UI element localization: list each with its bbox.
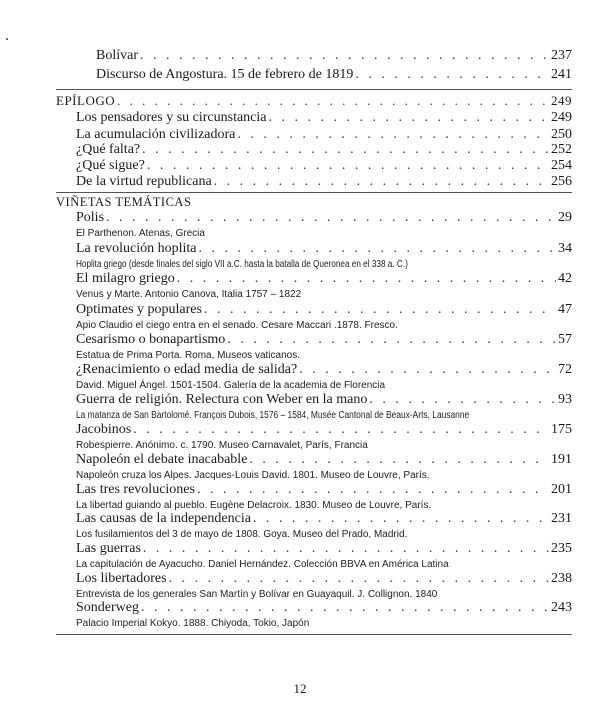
divider: [56, 634, 572, 635]
leader-dots: [249, 452, 549, 468]
toc-entry[interactable]: [76, 110, 572, 126]
toc-entry-bolivar[interactable]: [96, 48, 572, 64]
vineta-caption: David. Miguel Ángel. 1501-1504. Galería de la academia de Florencia: [76, 380, 386, 391]
leader-dots: [369, 392, 556, 408]
vineta-page: 57: [558, 332, 572, 347]
vineta-caption: Venus y Marte. Antonio Canova, Italia 1757 – 1822: [76, 289, 302, 300]
vineta-title: El milagro griego: [76, 271, 175, 286]
toc-entry-page: 256: [551, 174, 572, 189]
vineta-caption: La matanza de San Bartolomé. François Dubois, 1576 – 1584, Musée Cantonal de Beaux-Arts, Lausanne: [76, 410, 470, 421]
vineta-entry[interactable]: [76, 571, 572, 587]
vineta-caption: Apio Claudio el ciego entra en el senado. Cesare Maccari .1878. Fresco.: [76, 320, 398, 331]
vineta-entry[interactable]: [76, 302, 572, 318]
scan-mark: [6, 38, 8, 40]
toc-entry-label: Bolívar: [96, 48, 138, 63]
section-page: 249: [551, 93, 572, 108]
vineta-caption: Robespierre. Anónimo. c. 1790. Museo Carnavalet, París, Francia: [76, 440, 368, 451]
vineta-page: 34: [558, 241, 572, 256]
vineta-caption: Los fusilamientos del 3 de mayo de 1808. Goya. Museo del Prado, Madrid.: [76, 529, 408, 540]
vineta-entry[interactable]: [76, 241, 572, 257]
toc-entry-label: ¿Qué falta?: [76, 142, 141, 157]
leader-dots: [355, 67, 549, 83]
leader-dots: [199, 241, 556, 257]
vineta-page: 42: [558, 271, 572, 286]
toc-entry-page: 237: [551, 48, 572, 63]
vineta-entry[interactable]: [76, 332, 572, 348]
vineta-title: Napoleón el debate inacabable: [76, 452, 248, 467]
section-epilogo[interactable]: [56, 93, 572, 109]
vineta-caption: Estatua de Prima Porta. Roma, Museos vaticanos.: [76, 350, 300, 361]
divider: [56, 192, 572, 193]
leader-dots: [141, 600, 549, 616]
vineta-entry[interactable]: [76, 392, 572, 408]
vineta-page: 235: [551, 541, 572, 556]
vineta-caption: Entrevista de los generales San Martín y Bolívar en Guayaquil. J. Collignon. 1840: [76, 589, 438, 600]
toc-entry-page: 250: [551, 127, 572, 142]
section-vinetas-title: VIÑETAS TEMÁTICAS: [56, 195, 192, 209]
vineta-caption: Hoplita griego (desde finales del siglo VII a.C. hasta la batalla de Queronea en el 338 a. C.): [76, 259, 408, 270]
vineta-entry[interactable]: [76, 541, 572, 557]
vineta-page: 175: [551, 422, 572, 437]
vineta-page: 231: [551, 511, 572, 526]
toc-entry[interactable]: [76, 127, 572, 143]
section-title: EPÍLOGO: [56, 93, 116, 108]
vineta-title: Optimates y populares: [76, 302, 202, 317]
vineta-entry[interactable]: [76, 210, 572, 226]
vineta-entry[interactable]: [76, 600, 572, 616]
toc-entry[interactable]: [76, 158, 572, 174]
vineta-title: Las guerras: [76, 541, 141, 556]
vineta-entry[interactable]: [76, 511, 572, 527]
leader-dots: [237, 127, 549, 143]
leader-dots: [142, 142, 549, 158]
leader-dots: [253, 511, 549, 527]
vineta-title: Cesarismo o bonapartismo: [76, 332, 226, 347]
vineta-page: 191: [551, 452, 572, 467]
vineta-title: Guerra de religión. Relectura con Weber en la mano: [76, 392, 368, 407]
toc-entry-label: De la virtud republicana: [76, 174, 212, 189]
vineta-page: 243: [551, 600, 572, 615]
leader-dots: [106, 210, 556, 226]
vineta-title: Sonderweg: [76, 600, 139, 615]
leader-dots: [299, 362, 556, 378]
toc-entry[interactable]: [76, 174, 572, 190]
vineta-caption: La libertad guiando al pueblo. Eugène Delacroix. 1830. Museo de Louvre, París.: [76, 500, 432, 511]
leader-dots: [269, 110, 550, 126]
toc-entry-page: 252: [551, 142, 572, 157]
toc-entry-discurso-angostura[interactable]: [96, 67, 572, 83]
vineta-page: 72: [558, 362, 572, 377]
leader-dots: [197, 482, 549, 498]
vineta-page: 29: [558, 210, 572, 225]
vineta-entry[interactable]: [76, 482, 572, 498]
toc-entry-label: ¿Qué sigue?: [76, 158, 145, 173]
vineta-title: Polis: [76, 210, 105, 225]
vineta-page: 238: [551, 571, 572, 586]
toc-entry-label: Discurso de Angostura. 15 de febrero de 1819: [96, 67, 354, 82]
vineta-page: 93: [558, 392, 572, 407]
toc-entry-label: La acumulación civilizadora: [76, 127, 236, 142]
leader-dots: [214, 174, 549, 190]
leader-dots: [147, 158, 549, 174]
vineta-title: Las causas de la independencia: [76, 511, 251, 526]
vineta-caption: La capitulación de Ayacucho. Daniel Hernández. Colección BBVA en América Latina: [76, 559, 449, 570]
vineta-page: 47: [558, 302, 572, 317]
vineta-entry[interactable]: [76, 452, 572, 468]
page-number: 12: [293, 681, 307, 696]
leader-dots: [169, 571, 549, 587]
vineta-entry[interactable]: [76, 362, 572, 378]
toc-entry-page: 241: [551, 67, 572, 82]
leader-dots: [227, 332, 556, 348]
toc-entry-page: 254: [551, 158, 572, 173]
toc-entry[interactable]: [76, 142, 572, 158]
vineta-caption: Napoleón cruza los Alpes. Jacques-Louis David. 1801. Museo de Louvre, París.: [76, 470, 430, 481]
vineta-title: ¿Renacimiento o edad media de salida?: [76, 362, 298, 377]
divider: [56, 89, 572, 90]
leader-dots: [143, 541, 549, 557]
toc-entry-page: 249: [551, 110, 572, 125]
toc-entry-label: Los pensadores y su circunstancia: [76, 110, 267, 125]
leader-dots: [204, 302, 556, 318]
vineta-caption: El Parthenon. Atenas, Grecia: [76, 228, 205, 239]
vineta-title: Jacobinos: [76, 422, 132, 437]
leader-dots: [140, 48, 549, 64]
leader-dots: [177, 271, 556, 287]
vineta-title: La revolución hoplita: [76, 241, 197, 256]
leader-dots: [133, 422, 549, 438]
vineta-title: Las tres revoluciones: [76, 482, 195, 497]
leader-dots: [117, 93, 549, 109]
vineta-entry[interactable]: [76, 422, 572, 438]
vineta-title: Los libertadores: [76, 571, 167, 586]
vineta-entry[interactable]: [76, 271, 572, 287]
vineta-page: 201: [551, 482, 572, 497]
vineta-caption: Palacio Imperial Kokyo. 1888. Chiyoda, Tokio, Japón: [76, 618, 310, 629]
